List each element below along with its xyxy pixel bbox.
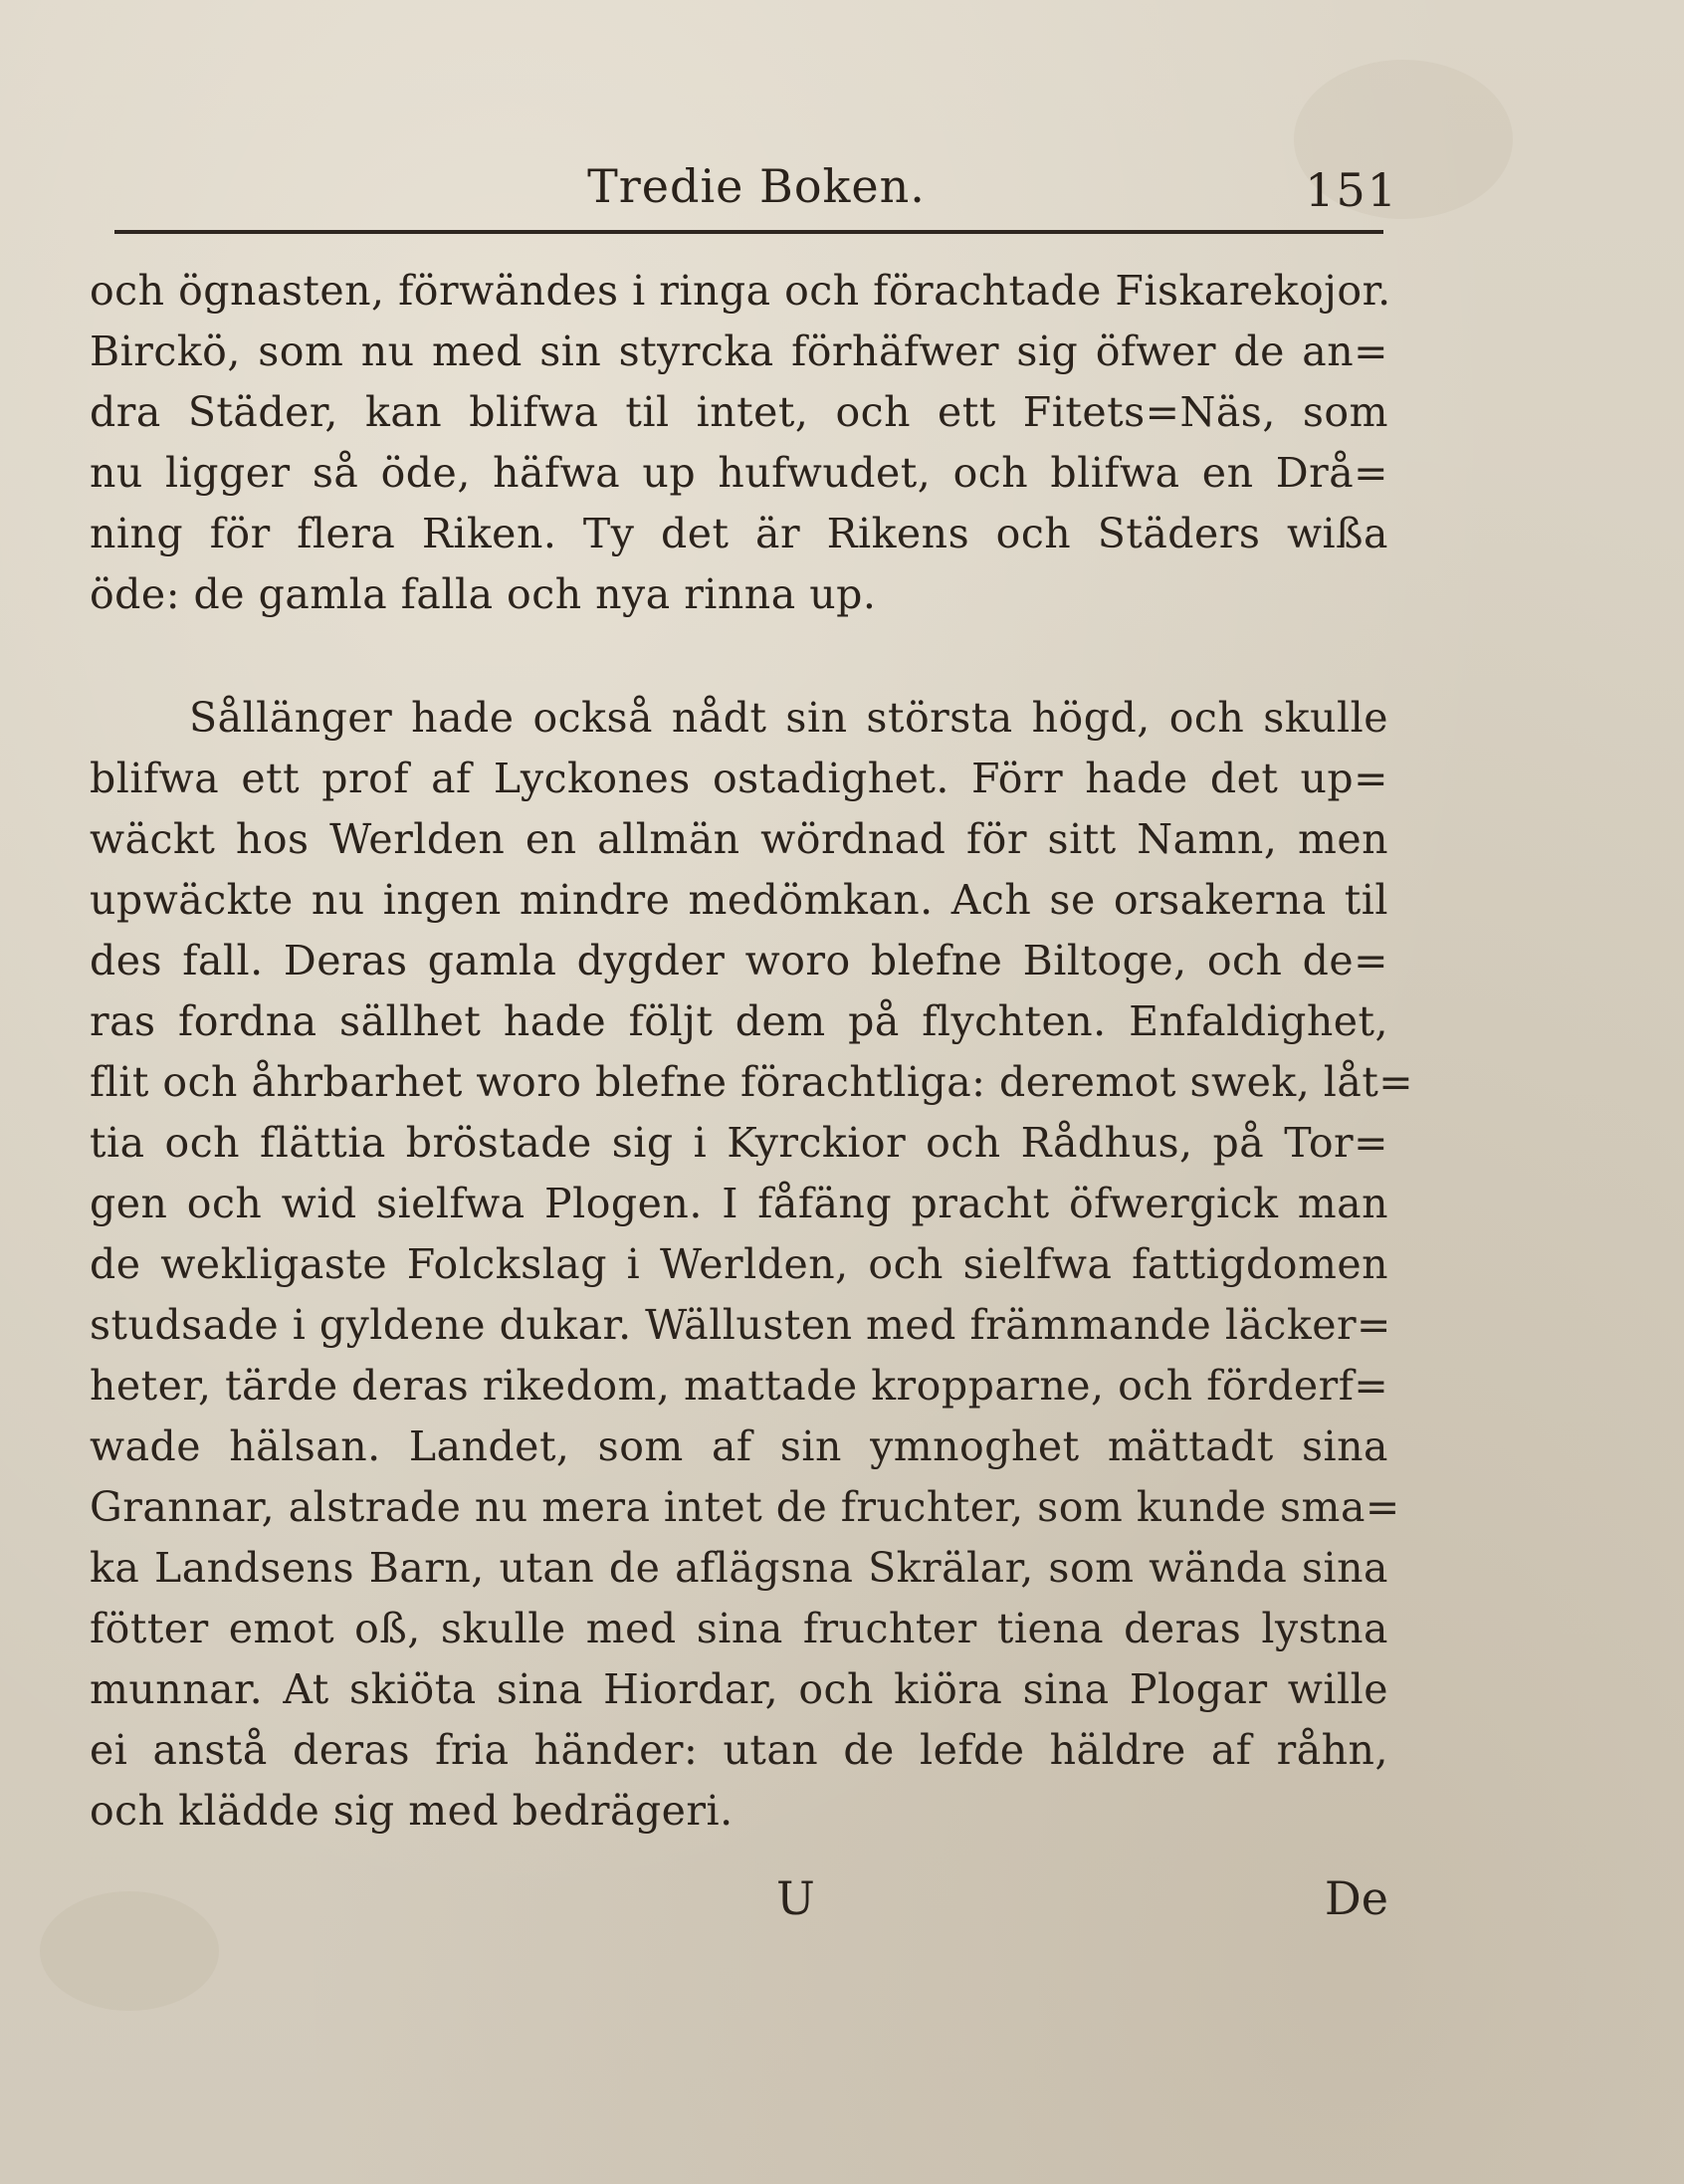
text-line: munnar. At skiöta sina Hiordar, och kiöra sina Plogar wille	[90, 1665, 1388, 1713]
text-line: öde: de gamla falla och nya rinna up.	[90, 570, 877, 618]
text-line: dra Städer, kan blifwa til intet, och ett Fitets=Näs, som	[90, 388, 1388, 436]
body-text	[90, 261, 1414, 1842]
text-line: blifwa ett prof af Lyckones ostadighet. Förr hade det up=	[90, 755, 1388, 802]
text-line: Grannar, alstrade nu mera intet de fruchter, som kunde sma=	[90, 1483, 1400, 1531]
page-number: 151	[1305, 163, 1398, 217]
text-line: wade hälsan. Landet, som af sin ymnoghet mättadt sina	[90, 1422, 1388, 1470]
text-line: tia och flättia bröstade sig i Kyrckior och Rådhus, på Tor=	[90, 1119, 1388, 1167]
text-line: och klädde sig med bedrägeri.	[90, 1787, 734, 1835]
catchword: De	[1324, 1871, 1388, 1925]
text-line: och ögnasten, förwändes i ringa och förachtade Fiskarekojor.	[90, 267, 1391, 315]
paragraph-2	[90, 688, 1414, 1842]
text-line: nu ligger så öde, häfwa up hufwudet, och blifwa en Drå=	[90, 449, 1388, 497]
text-line: ning för flera Riken. Ty det är Rikens och Städers wißa	[90, 510, 1388, 557]
text-line: upwäckte nu ingen mindre medömkan. Ach se orsakerna til	[90, 876, 1388, 924]
text-line: gen och wid sielfwa Plogen. I fåfäng pracht öfwergick man	[90, 1180, 1388, 1227]
text-line: de wekligaste Folckslag i Werlden, och sielfwa fattigdomen	[90, 1240, 1388, 1288]
text-line: fötter emot oß, skulle med sina fruchter tiena deras lystna	[90, 1605, 1388, 1652]
text-line: Sållänger hade också nådt sin största högd, och skulle	[189, 694, 1388, 742]
text-line: wäckt hos Werlden en allmän wördnad för sitt Namn, men	[90, 815, 1388, 863]
paragraph-1	[90, 261, 1391, 625]
text-line: des fall. Deras gamla dygder woro blefne Biltoge, och de=	[90, 937, 1388, 984]
text-line: ras fordna sällhet hade följt dem på flychten. Enfaldighet,	[90, 997, 1388, 1045]
header-rule	[114, 230, 1383, 234]
text-line: Birckö, som nu med sin styrcka förhäfwer sig öfwer de an=	[90, 328, 1388, 375]
text-line: ka Landsens Barn, utan de aflägsna Skrälar, som wända sina	[90, 1544, 1388, 1592]
text-line: studsade i gyldene dukar. Wällusten med främmande läcker=	[90, 1301, 1391, 1349]
page-footer	[90, 1871, 1388, 1941]
text-line: flit och åhrbarhet woro blefne förachtliga: deremot swek, låt=	[90, 1058, 1414, 1106]
running-head: Tredie Boken.	[587, 159, 926, 213]
text-line: ei anstå deras fria händer: utan de lefde häldre af råhn,	[90, 1726, 1388, 1774]
signature-mark: U	[776, 1871, 815, 1925]
paragraph-gap	[90, 625, 1388, 688]
text-line: heter, tärde deras rikedom, mattade kropparne, och förderf=	[90, 1362, 1389, 1410]
page-header	[114, 149, 1398, 229]
